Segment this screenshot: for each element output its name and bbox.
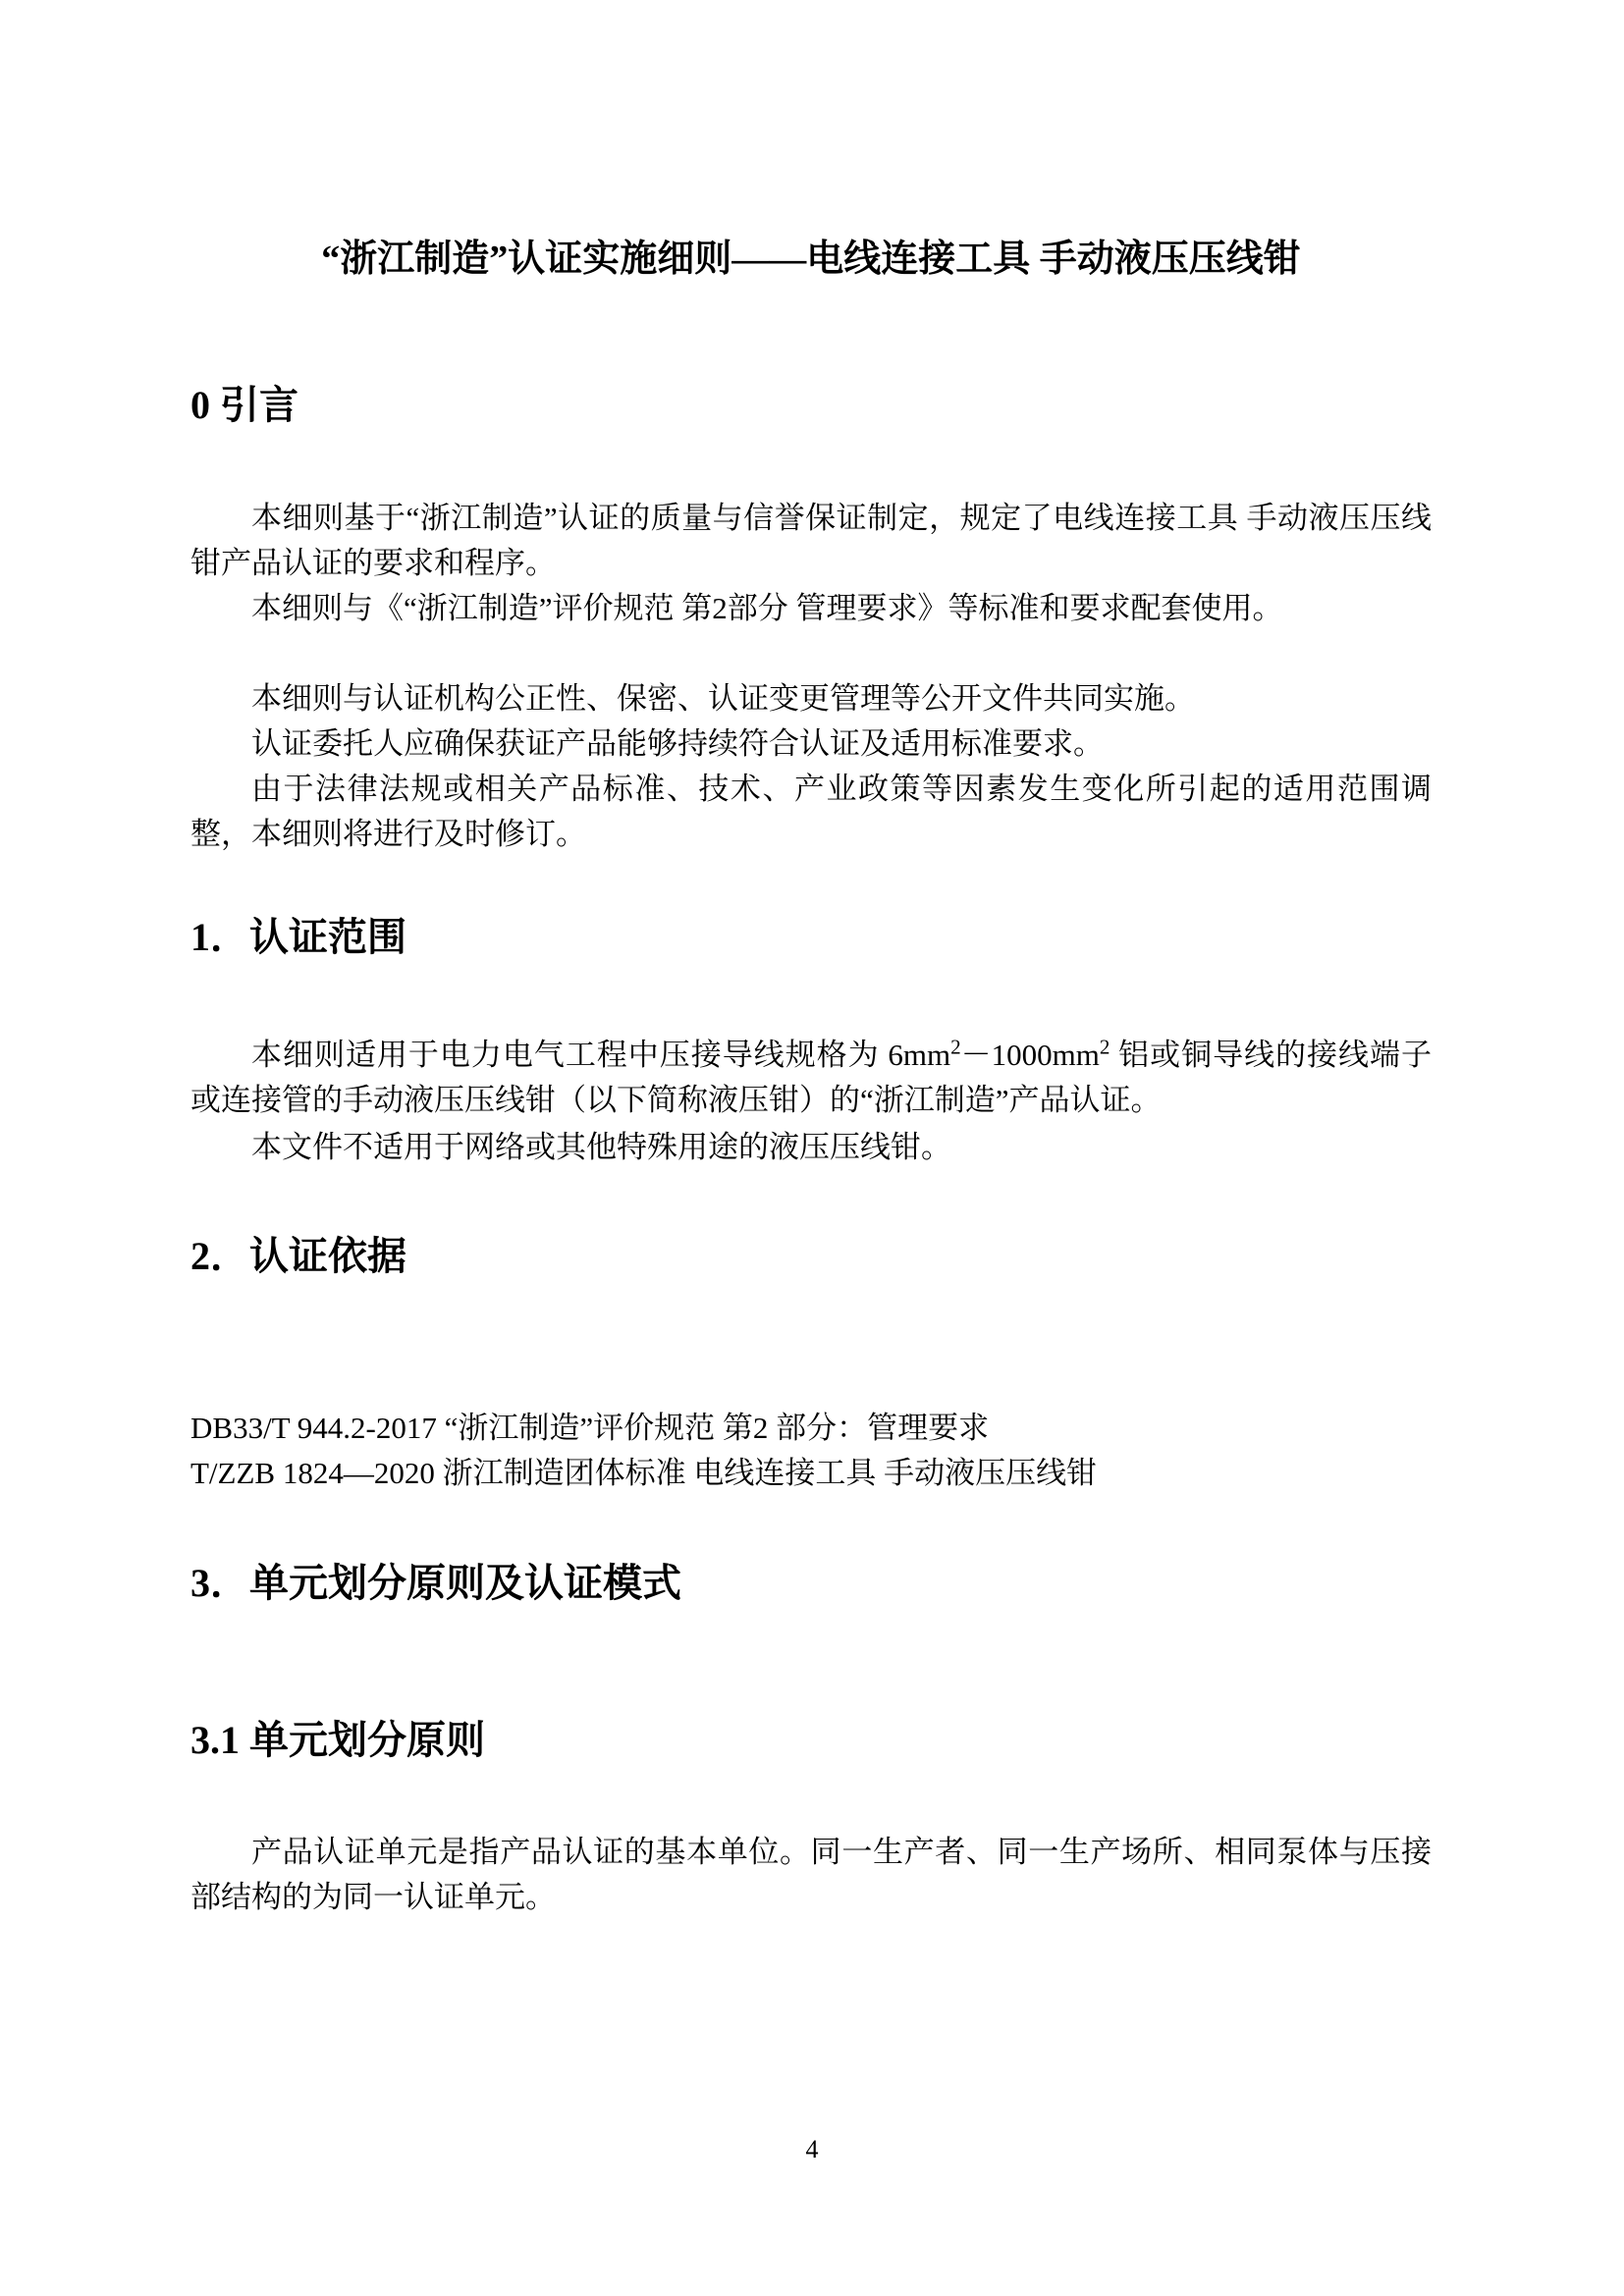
heading-certification-scope: 1．认证范围 (190, 915, 406, 959)
intro-paragraph-public-documents: 本细则与认证机构公正性、保密、认证变更管理等公开文件共同实施。 (251, 681, 1195, 716)
intro-paragraph-companion-standards: 本细则与《“浙江制造”评价规范 第2部分 管理要求》等标准和要求配套使用。 (251, 591, 1283, 625)
scope-text-pre: 本细则适用于电力电气工程中压接导线规格为 6mm (251, 1038, 951, 1072)
standard-reference-db33: DB33/T 944.2-2017 “浙江制造”评价规范 第2 部分：管理要求 (190, 1411, 990, 1445)
page-number: 4 (805, 2135, 819, 2163)
scope-text-post: 铝或铜导线的接线端子或连接管的手动液压压线钳（以下简称液压钳）的“浙江制造”产品认证。 (190, 1038, 1432, 1117)
scope-paragraph-exclusion: 本文件不适用于网络或其他特殊用途的液压压线钳。 (251, 1130, 951, 1164)
scope-text-mid: －1000mm (960, 1038, 1100, 1072)
document-content (0, 236, 1624, 1920)
intro-paragraph-client-obligation: 认证委托人应确保获证产品能够持续符合认证及适用标准要求。 (251, 726, 1104, 761)
intro-paragraph-revision: 由于法律法规或相关产品标准、技术、产业政策等因素发生变化所引起的适用范围调整，本细则将进行及时修订。 (190, 772, 1432, 851)
superscript-square-2: 2 (1099, 1035, 1110, 1059)
heading-unit-division-principle: 3.1 单元划分原则 (190, 1718, 485, 1762)
intro-paragraph-basis: 本细则基于“浙江制造”认证的质量与信誉保证制定，规定了电线连接工具 手动液压压线钳产品认证的要求和程序。 (190, 501, 1432, 580)
unit-paragraph-definition: 产品认证单元是指产品认证的基本单位。同一生产者、同一生产场所、相同泵体与压接部结构的为同一认证单元。 (190, 1835, 1432, 1914)
superscript-square-1: 2 (950, 1035, 961, 1059)
document-title: “浙江制造”认证实施细则——电线连接工具 手动液压压线钳 (321, 239, 1301, 280)
heading-certification-basis: 2．认证依据 (190, 1234, 406, 1278)
heading-unit-division-and-mode: 3．单元划分原则及认证模式 (190, 1561, 681, 1605)
heading-introduction: 0 引言 (190, 383, 298, 427)
standard-reference-tzzb: T/ZZB 1824—2020 浙江制造团体标准 电线连接工具 手动液压压线钳 (190, 1456, 1098, 1490)
scope-paragraph-applicability (190, 1033, 1432, 1123)
